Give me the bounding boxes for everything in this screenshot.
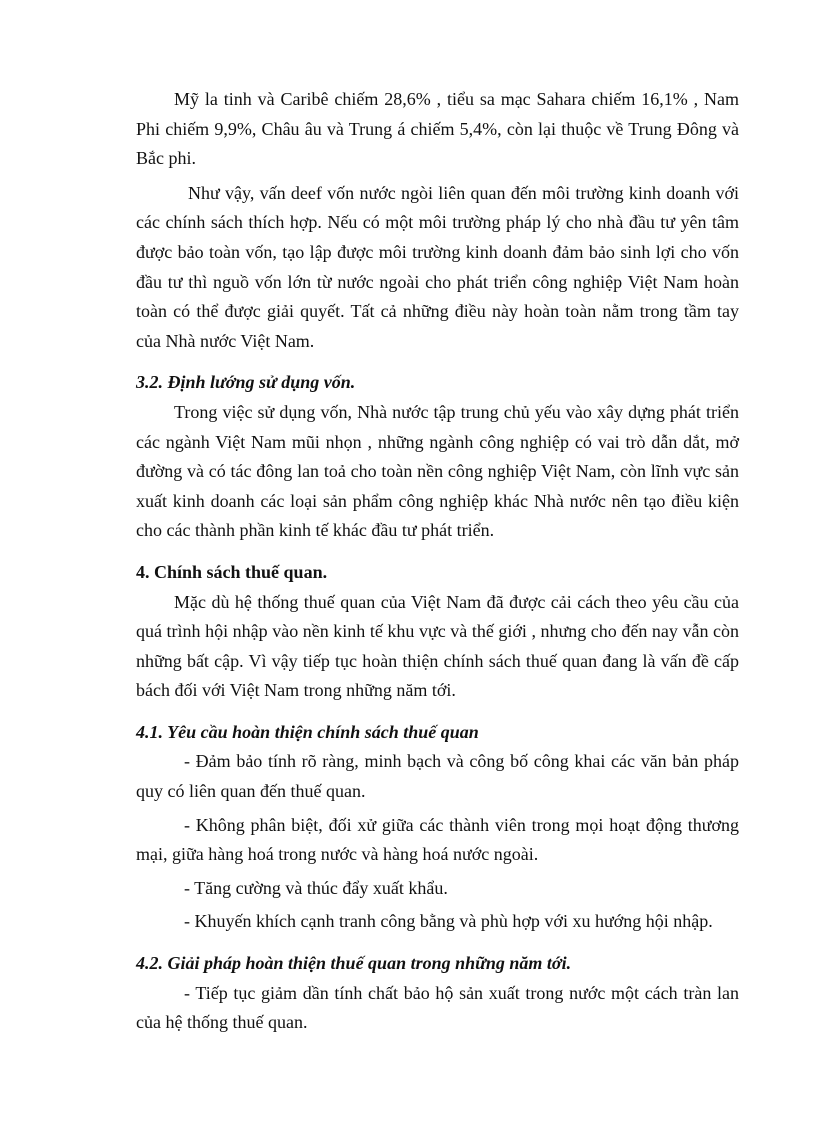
paragraph-investment-environment: Như vậy, vấn deef vốn nước ngòi liên quan đến môi trường kinh doanh với các chính sách thích hợp. Nếu có một môi trường pháp lý cho nhà đầu tư yên tâm được bảo toàn vốn, tạo lập được môi trường kinh doanh đảm bảo sinh lợi cho vốn đầu tư thì nguồ vốn lớn từ nước ngoài cho phát triển công nghiệp Việt Nam hoàn toàn có thể được giải quyết. Tất cả những điều này hoàn toàn nằm trong tầm tay của Nhà nước Việt Nam. bbox=[136, 182, 739, 351]
list-item-fair-competition: - Khuyến khích cạnh tranh công bằng và phù hợp với xu hướng hội nhập. bbox=[184, 911, 713, 932]
paragraph-section-4: Mặc dù hệ thống thuế quan của Việt Nam đã được cải cách theo yêu cầu của quá trình hội nhập vào nền kinh tế khu vực và thế giới , nhưng cho đến nay vẫn còn những bất cập. Vì vậy tiếp tục hoàn thiện chính sách thuế quan đang là vấn đề cấp bách đối với Việt Nam trong những năm tới. bbox=[136, 591, 739, 701]
paragraph-section-3-2: Trong việc sử dụng vốn, Nhà nước tập trung chủ yếu vào xây dựng phát triển các ngành Việt Nam mũi nhọn , những ngành công nghiệp có vai trò dẫn dắt, mở đường và có tác đông lan toả cho toàn nền công nghiệp Việt Nam, còn lĩnh vực sản xuất kinh doanh các loại sản phẩm công nghiệp khác Nhà nước nên tạo điều kiện cho các thành phần kinh tế khác đầu tư phát triển. bbox=[136, 401, 739, 541]
list-item-reduce-protection: - Tiếp tục giảm dần tính chất bảo hộ sản xuất trong nước một cách tràn lan của hệ thống thuế quan. bbox=[136, 982, 739, 1033]
paragraph-regional-shares: Mỹ la tinh và Caribê chiếm 28,6% , tiểu sa mạc Sahara chiếm 16,1% , Nam Phi chiếm 9,9%, Châu âu và Trung á chiếm 5,4%, còn lại thuộc về Trung Đông và Bắc phi. bbox=[136, 89, 739, 169]
heading-section-4-1: 4.1. Yêu cầu hoàn thiện chính sách thuế quan bbox=[136, 721, 479, 742]
list-item-export-promotion: - Tăng cường và thúc đẩy xuất khẩu. bbox=[184, 877, 448, 898]
heading-section-3-2: 3.2. Định lướng sử dụng vốn. bbox=[136, 372, 356, 393]
heading-section-4-2: 4.2. Giải pháp hoàn thiện thuế quan trong những năm tới. bbox=[136, 953, 572, 974]
heading-section-4: 4. Chính sách thuế quan. bbox=[136, 561, 328, 582]
list-item-non-discrimination: - Không phân biệt, đối xử giữa các thành viên trong mọi hoạt động thương mại, giữa hàng hoá trong nước và hàng hoá nước ngoài. bbox=[136, 814, 739, 865]
document-body bbox=[136, 85, 739, 1038]
list-item-transparency: - Đảm bảo tính rõ ràng, minh bạch và công bố công khai các văn bản pháp quy có liên quan đến thuế quan. bbox=[136, 751, 739, 802]
